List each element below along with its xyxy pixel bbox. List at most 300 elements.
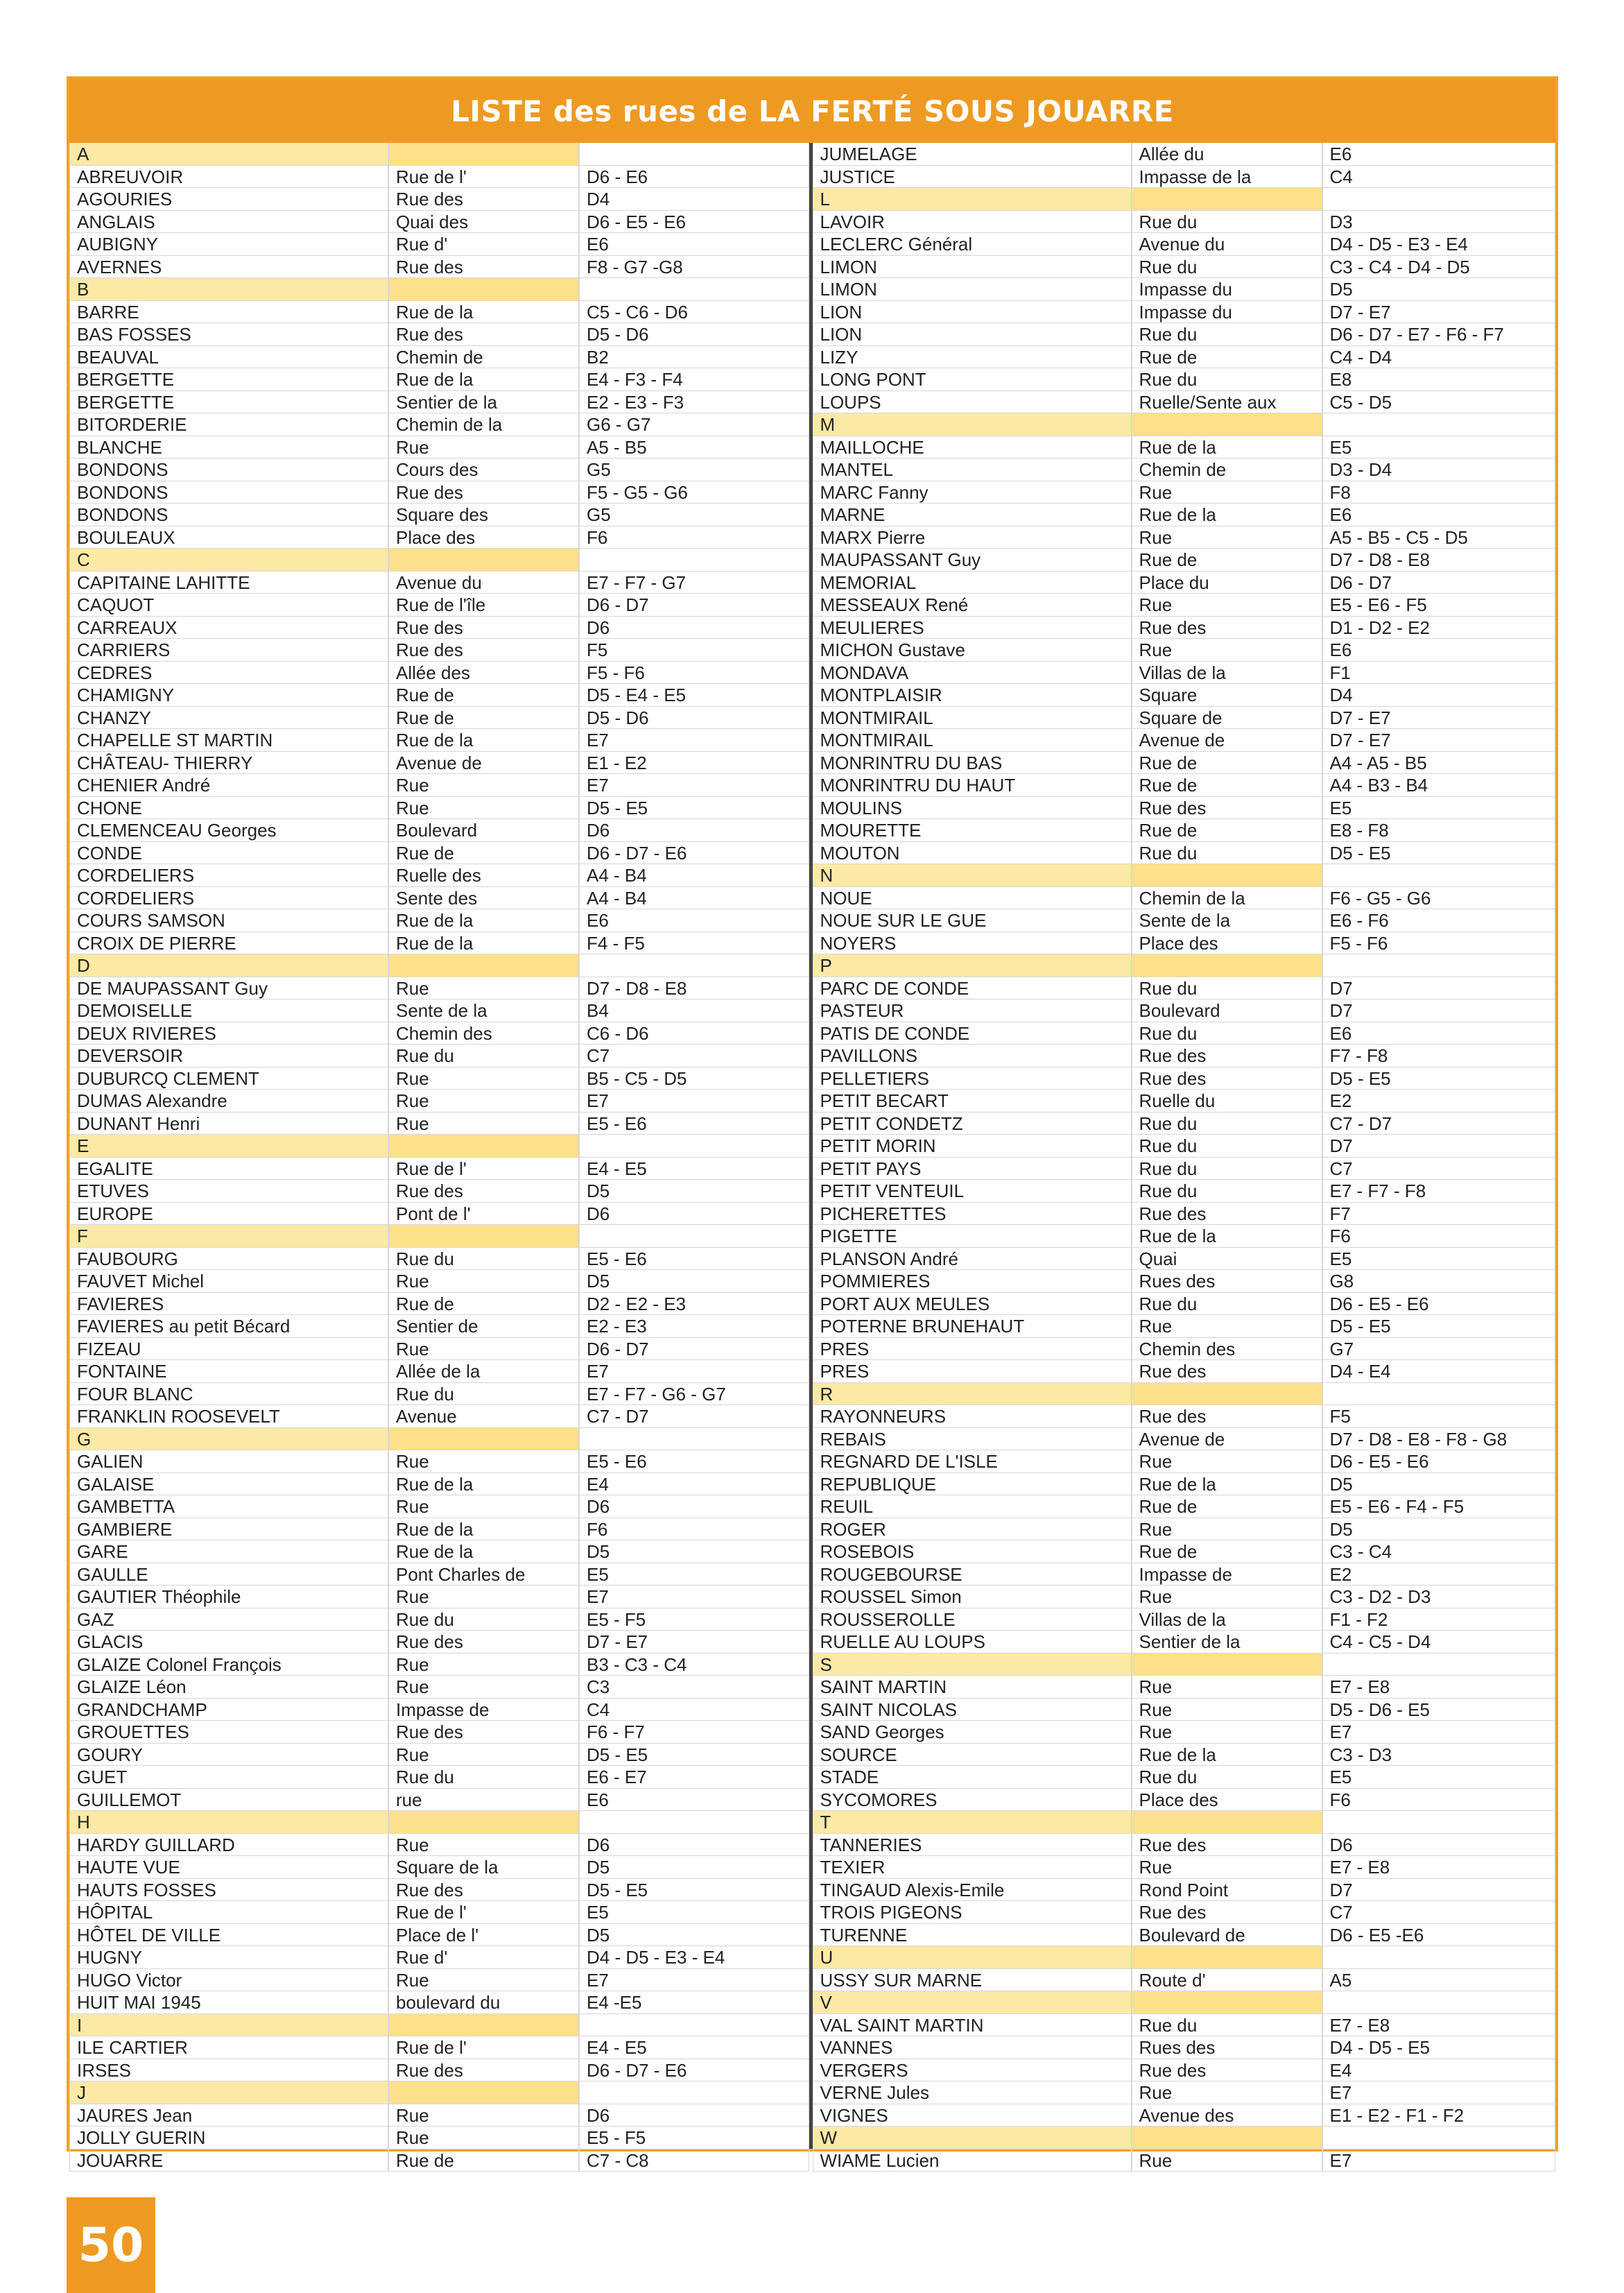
street-row [69, 1383, 809, 1406]
street-type: Rue du [388, 1383, 579, 1406]
street-type: Rue du [1132, 1766, 1322, 1789]
street-row [813, 572, 1556, 594]
street-row [813, 1766, 1556, 1789]
grid-reference: C7 [579, 1045, 809, 1067]
street-row [813, 166, 1556, 189]
letter-header-row [813, 954, 1556, 977]
grid-reference: E7 - E8 [1322, 2014, 1556, 2037]
grid-reference: D5 - E5 [579, 1879, 809, 1902]
street-row [69, 1766, 809, 1789]
street-type: Rue [388, 1834, 579, 1857]
letter-heading: I [69, 2014, 388, 2037]
street-type: Boulevard [1132, 999, 1322, 1022]
street-type: Rue [388, 774, 579, 797]
street-name: FAUBOURG [69, 1248, 388, 1271]
street-name: DE MAUPASSANT Guy [69, 977, 388, 1000]
street-name: BONDONS [69, 504, 388, 526]
street-name: BITORDERIE [69, 413, 388, 436]
street-row [813, 639, 1556, 662]
grid-reference: E7 [1322, 2149, 1556, 2172]
street-type: Rue des [1132, 797, 1322, 820]
letter-heading: G [69, 1428, 388, 1451]
grid-reference: E5 [579, 1563, 809, 1586]
street-row [69, 391, 809, 414]
street-name: DEMOISELLE [69, 999, 388, 1022]
street-row [813, 458, 1556, 481]
street-row [69, 1834, 809, 1857]
street-type: Rue de la [388, 1540, 579, 1563]
street-row [69, 1924, 809, 1947]
grid-reference: D6 [579, 1834, 809, 1857]
street-name: PETIT PAYS [813, 1158, 1132, 1180]
street-row [813, 842, 1556, 865]
street-row [69, 1248, 809, 1271]
street-row [813, 2149, 1556, 2172]
street-name: MEULIERES [813, 617, 1132, 639]
street-type: Rue [1132, 1315, 1322, 1338]
street-row [813, 1744, 1556, 1767]
grid-reference: D5 - E5 [1322, 842, 1556, 865]
grid-reference: E7 [579, 1090, 809, 1113]
grid-reference: F4 - F5 [579, 932, 809, 955]
street-row [813, 819, 1556, 842]
street-name: LAVOIR [813, 211, 1132, 234]
street-name: TROIS PIGEONS [813, 1901, 1132, 1924]
letter-header-row [813, 1991, 1556, 2014]
street-type: Rue des [1132, 1203, 1322, 1226]
street-name: CONDE [69, 842, 388, 865]
street-name: VIGNES [813, 2104, 1132, 2127]
street-row [813, 797, 1556, 820]
street-row [69, 1901, 809, 1924]
letter-header-row [69, 2014, 809, 2037]
street-type: Rue de la [388, 368, 579, 391]
letter-band [388, 278, 579, 301]
street-row [69, 1338, 809, 1361]
street-row [813, 2036, 1556, 2059]
grid-reference: E5 [1322, 436, 1556, 459]
grid-reference: D6 [579, 617, 809, 639]
grid-reference: D7 [1322, 1135, 1556, 1158]
street-name: SAND Georges [813, 1721, 1132, 1744]
street-row [69, 707, 809, 730]
letter-heading: D [69, 954, 388, 977]
street-row [69, 1158, 809, 1180]
street-row [69, 617, 809, 639]
street-row [69, 1405, 809, 1428]
grid-reference: D5 [579, 1540, 809, 1563]
street-name: RUELLE AU LOUPS [813, 1631, 1132, 1654]
grid-reference: E2 - E3 - F3 [579, 391, 809, 414]
grid-reference: F5 [1322, 1405, 1556, 1428]
street-name: CHAMIGNY [69, 684, 388, 707]
street-name: USSY SUR MARNE [813, 1969, 1132, 1992]
grid-reference: A5 - B5 [579, 436, 809, 459]
street-name: ROSEBOIS [813, 1540, 1132, 1563]
letter-band [1132, 864, 1322, 887]
street-type: Rues des [1132, 2036, 1322, 2059]
street-row [813, 932, 1556, 955]
grid-reference: A4 - B3 - B4 [1322, 774, 1556, 797]
street-name: MONTMIRAIL [813, 707, 1132, 730]
street-row [813, 1113, 1556, 1135]
street-type: Rue [1132, 1450, 1322, 1473]
street-name: VAL SAINT MARTIN [813, 2014, 1132, 2037]
street-row [813, 752, 1556, 775]
street-name: MAILLOCHE [813, 436, 1132, 459]
letter-heading: U [813, 1946, 1132, 1969]
street-name: MARX Pierre [813, 526, 1132, 549]
street-type: Avenue de [1132, 1428, 1322, 1451]
street-name: NOUE [813, 887, 1132, 910]
street-type: Rue de [1132, 346, 1322, 369]
street-name: AVERNES [69, 256, 388, 279]
letter-band-blank [579, 1225, 809, 1248]
street-row [813, 774, 1556, 797]
letter-band [1132, 1811, 1322, 1834]
grid-reference: E7 [579, 1969, 809, 1992]
grid-reference: D6 [579, 819, 809, 842]
street-type: Rue du [1132, 1180, 1322, 1203]
letter-header-row [69, 278, 809, 301]
street-name: GALAISE [69, 1473, 388, 1496]
street-name: REUIL [813, 1495, 1132, 1518]
street-type: Avenue [388, 1405, 579, 1428]
letter-band [1132, 188, 1322, 211]
grid-reference: B3 - C3 - C4 [579, 1654, 809, 1676]
grid-reference: C4 - C5 - D4 [1322, 1631, 1556, 1654]
grid-reference: E5 - E6 [579, 1248, 809, 1271]
street-type: Rue du [1132, 1135, 1322, 1158]
letter-header-row [813, 1946, 1556, 1969]
street-type: Rue [388, 2104, 579, 2127]
street-row [813, 1856, 1556, 1879]
street-row [813, 617, 1556, 639]
street-row [813, 684, 1556, 707]
street-type: Rue [388, 1654, 579, 1676]
street-type: Rue de l' [388, 2036, 579, 2059]
street-row [69, 999, 809, 1022]
street-name: ROUGEBOURSE [813, 1563, 1132, 1586]
street-name: AUBIGNY [69, 233, 388, 256]
grid-reference: D7 - E7 [579, 1631, 809, 1654]
street-type: Ruelle du [1132, 1090, 1322, 1113]
street-row [69, 639, 809, 662]
grid-reference: E6 [1322, 1022, 1556, 1045]
grid-reference: E7 - F7 - G7 [579, 572, 809, 594]
street-row [813, 1563, 1556, 1586]
street-name: CAPITAINE LAHITTE [69, 572, 388, 594]
grid-reference: F5 [579, 639, 809, 662]
street-row [813, 1631, 1556, 1654]
grid-reference: G7 [1322, 1338, 1556, 1361]
grid-reference: C3 - C4 [1322, 1540, 1556, 1563]
street-type: Ruelle des [388, 864, 579, 887]
street-row [813, 1608, 1556, 1631]
street-name: SAINT MARTIN [813, 1676, 1132, 1699]
street-row [69, 1744, 809, 1767]
street-type: Avenue du [1132, 233, 1322, 256]
street-type: Rond Point [1132, 1879, 1322, 1902]
street-name: TURENNE [813, 1924, 1132, 1947]
street-row [813, 1473, 1556, 1496]
grid-reference: E6 [1322, 639, 1556, 662]
street-name: DUNANT Henri [69, 1113, 388, 1135]
street-type: Rue [388, 1744, 579, 1767]
street-row [69, 1518, 809, 1541]
street-type: Rue des [388, 323, 579, 346]
grid-reference: D7 - D8 - E8 - F8 - G8 [1322, 1428, 1556, 1451]
street-row [813, 707, 1556, 730]
street-row [69, 1090, 809, 1113]
street-row [813, 1969, 1556, 1992]
street-name: GUILLEMOT [69, 1789, 388, 1812]
grid-reference: D6 - D7 [1322, 572, 1556, 594]
street-type: Rue du [1132, 977, 1322, 1000]
street-type: Rue de [1132, 549, 1322, 572]
grid-reference: F5 - G5 - G6 [579, 481, 809, 504]
street-type: Rue du [388, 1045, 579, 1067]
street-name: BLANCHE [69, 436, 388, 459]
street-name: VANNES [813, 2036, 1132, 2059]
street-type: Rue de [388, 707, 579, 730]
grid-reference: E7 [1322, 2081, 1556, 2104]
street-name: LIMON [813, 278, 1132, 301]
street-row [69, 1991, 809, 2014]
grid-reference: D7 [1322, 1879, 1556, 1902]
street-name: FAVIERES au petit Bécard [69, 1315, 388, 1338]
street-name: JUMELAGE [813, 143, 1132, 166]
street-name: GUET [69, 1766, 388, 1789]
grid-reference: C3 - D3 [1322, 1744, 1556, 1767]
street-name: MONRINTRU DU BAS [813, 752, 1132, 775]
grid-reference: E7 [579, 729, 809, 752]
grid-reference: E6 [579, 1789, 809, 1812]
street-type: Square de [1132, 707, 1322, 730]
grid-reference: F1 [1322, 662, 1556, 685]
street-row [813, 1293, 1556, 1316]
grid-reference: F5 - F6 [1322, 932, 1556, 955]
street-name: MICHON Gustave [813, 639, 1132, 662]
street-name: EGALITE [69, 1158, 388, 1180]
letter-band-blank [1322, 1654, 1556, 1676]
letter-header-row [813, 413, 1556, 436]
letter-heading: F [69, 1225, 388, 1248]
street-row [69, 909, 809, 932]
letter-heading: N [813, 864, 1132, 887]
street-name: BONDONS [69, 481, 388, 504]
street-type: Rue du [388, 1766, 579, 1789]
street-name: HUIT MAI 1945 [69, 1991, 388, 2014]
grid-reference: D4 [1322, 684, 1556, 707]
street-name: CLEMENCEAU Georges [69, 819, 388, 842]
street-type: Rue [388, 1676, 579, 1699]
street-type: Villas de la [1132, 1608, 1322, 1631]
street-row [813, 436, 1556, 459]
grid-reference: D5 - D6 [579, 323, 809, 346]
street-type: Chemin de la [388, 413, 579, 436]
street-name: LONG PONT [813, 368, 1132, 391]
grid-reference: F7 - F8 [1322, 1045, 1556, 1067]
street-type: Rue de la [388, 909, 579, 932]
street-type: Rue [1132, 1699, 1322, 1721]
street-row [813, 323, 1556, 346]
street-row [813, 1360, 1556, 1383]
street-type: Rue de [1132, 774, 1322, 797]
letter-band-blank [579, 1428, 809, 1451]
street-type: Quai [1132, 1248, 1322, 1271]
letter-header-row [813, 1383, 1556, 1406]
letter-header-row [813, 1811, 1556, 1834]
street-row [69, 1608, 809, 1631]
street-type: Square [1132, 684, 1322, 707]
street-row [813, 1405, 1556, 1428]
street-name: ABREUVOIR [69, 166, 388, 189]
street-name: PATIS DE CONDE [813, 1022, 1132, 1045]
street-type: Rue [388, 797, 579, 820]
street-row [813, 1540, 1556, 1563]
street-row [813, 729, 1556, 752]
street-row [813, 1203, 1556, 1226]
grid-reference: D5 [1322, 1473, 1556, 1496]
street-row [69, 346, 809, 369]
street-name: JOLLY GUERIN [69, 2127, 388, 2149]
street-row [69, 1022, 809, 1045]
left-column [69, 143, 813, 2171]
street-type: Rue de la [388, 729, 579, 752]
street-type: Rue de [1132, 1495, 1322, 1518]
street-name: PETIT MORIN [813, 1135, 1132, 1158]
street-name: PRES [813, 1338, 1132, 1361]
letter-band [1132, 2127, 1322, 2149]
street-type: Rue [388, 1338, 579, 1361]
street-row [69, 323, 809, 346]
street-row [813, 1495, 1556, 1518]
street-type: Rue [1132, 481, 1322, 504]
street-name: HUGNY [69, 1946, 388, 1969]
letter-header-row [69, 1135, 809, 1158]
street-type: Rue de la [388, 1518, 579, 1541]
street-row [69, 1879, 809, 1902]
street-type: Chemin de la [1132, 887, 1322, 910]
street-name: GLAIZE Léon [69, 1676, 388, 1699]
grid-reference: D6 - E5 - E6 [1322, 1293, 1556, 1316]
street-name: HÔPITAL [69, 1901, 388, 1924]
street-row [69, 413, 809, 436]
street-name: ANGLAIS [69, 211, 388, 234]
grid-reference: E8 - F8 [1322, 819, 1556, 842]
grid-reference: D6 - D7 - E6 [579, 2059, 809, 2082]
street-row [69, 1203, 809, 1226]
street-row [69, 1676, 809, 1699]
letter-band [1132, 1946, 1322, 1969]
grid-reference: D7 - E7 [1322, 729, 1556, 752]
grid-reference: D6 - E5 -E6 [1322, 1924, 1556, 1947]
street-row [69, 1856, 809, 1879]
street-name: FRANKLIN ROOSEVELT [69, 1405, 388, 1428]
street-type: Rue des [388, 1631, 579, 1654]
grid-reference: C7 [1322, 1158, 1556, 1180]
street-type: Rue [388, 1067, 579, 1090]
street-type: Rue des [388, 1180, 579, 1203]
street-name: CHENIER André [69, 774, 388, 797]
letter-band-blank [1322, 188, 1556, 211]
grid-reference: D4 [579, 188, 809, 211]
street-row [813, 143, 1556, 166]
street-row [69, 1293, 809, 1316]
grid-reference: F1 - F2 [1322, 1608, 1556, 1631]
grid-reference: D4 - D5 - E5 [1322, 2036, 1556, 2059]
street-type: Rue du [1132, 211, 1322, 234]
street-row [813, 1428, 1556, 1451]
street-type: Rue [388, 977, 579, 1000]
street-name: VERNE Jules [813, 2081, 1132, 2104]
letter-band [388, 954, 579, 977]
street-row [813, 1834, 1556, 1857]
street-name: MAUPASSANT Guy [813, 549, 1132, 572]
street-row [69, 729, 809, 752]
street-type: Rue des [1132, 617, 1322, 639]
street-type: Rue [388, 1495, 579, 1518]
grid-reference: E5 - E6 - F5 [1322, 594, 1556, 617]
street-row [813, 1180, 1556, 1203]
street-name: GOURY [69, 1744, 388, 1767]
street-row [813, 887, 1556, 910]
street-row [813, 977, 1556, 1000]
street-name: WIAME Lucien [813, 2149, 1132, 2172]
street-type: Rue [1132, 2081, 1322, 2104]
street-name: STADE [813, 1766, 1132, 1789]
grid-reference: G6 - G7 [579, 413, 809, 436]
letter-header-row [813, 2127, 1556, 2149]
street-type: Rue du [388, 1248, 579, 1271]
street-type: Square des [388, 504, 579, 526]
street-type: Rue de la [388, 932, 579, 955]
grid-reference: D6 - D7 - E7 - F6 - F7 [1322, 323, 1556, 346]
grid-reference: D7 [1322, 977, 1556, 1000]
street-type: Rue des [388, 188, 579, 211]
street-type: Rue des [1132, 1045, 1322, 1067]
street-name: IRSES [69, 2059, 388, 2082]
letter-band-blank [579, 2081, 809, 2104]
street-name: ILE CARTIER [69, 2036, 388, 2059]
street-type: Rues des [1132, 1270, 1322, 1293]
street-row [813, 2081, 1556, 2104]
letter-band [388, 143, 579, 166]
street-type: Rue de la [1132, 504, 1322, 526]
grid-reference: E6 - F6 [1322, 909, 1556, 932]
grid-reference: E1 - E2 [579, 752, 809, 775]
grid-reference: D5 [579, 1856, 809, 1879]
street-row [69, 684, 809, 707]
street-name: FONTAINE [69, 1360, 388, 1383]
page-number: 50 [67, 2197, 155, 2293]
letter-band [388, 2081, 579, 2104]
street-name: ROUSSEROLLE [813, 1608, 1132, 1631]
street-name: BERGETTE [69, 368, 388, 391]
street-row [813, 481, 1556, 504]
street-name: PETIT CONDETZ [813, 1113, 1132, 1135]
street-row [813, 1045, 1556, 1067]
street-row [69, 1789, 809, 1812]
street-type: Rue du [1132, 1158, 1322, 1180]
street-row [813, 1699, 1556, 1721]
grid-reference: A5 [1322, 1969, 1556, 1992]
street-name: CARREAUX [69, 617, 388, 639]
letter-heading: M [813, 413, 1132, 436]
grid-reference: A4 - A5 - B5 [1322, 752, 1556, 775]
street-row [813, 504, 1556, 526]
